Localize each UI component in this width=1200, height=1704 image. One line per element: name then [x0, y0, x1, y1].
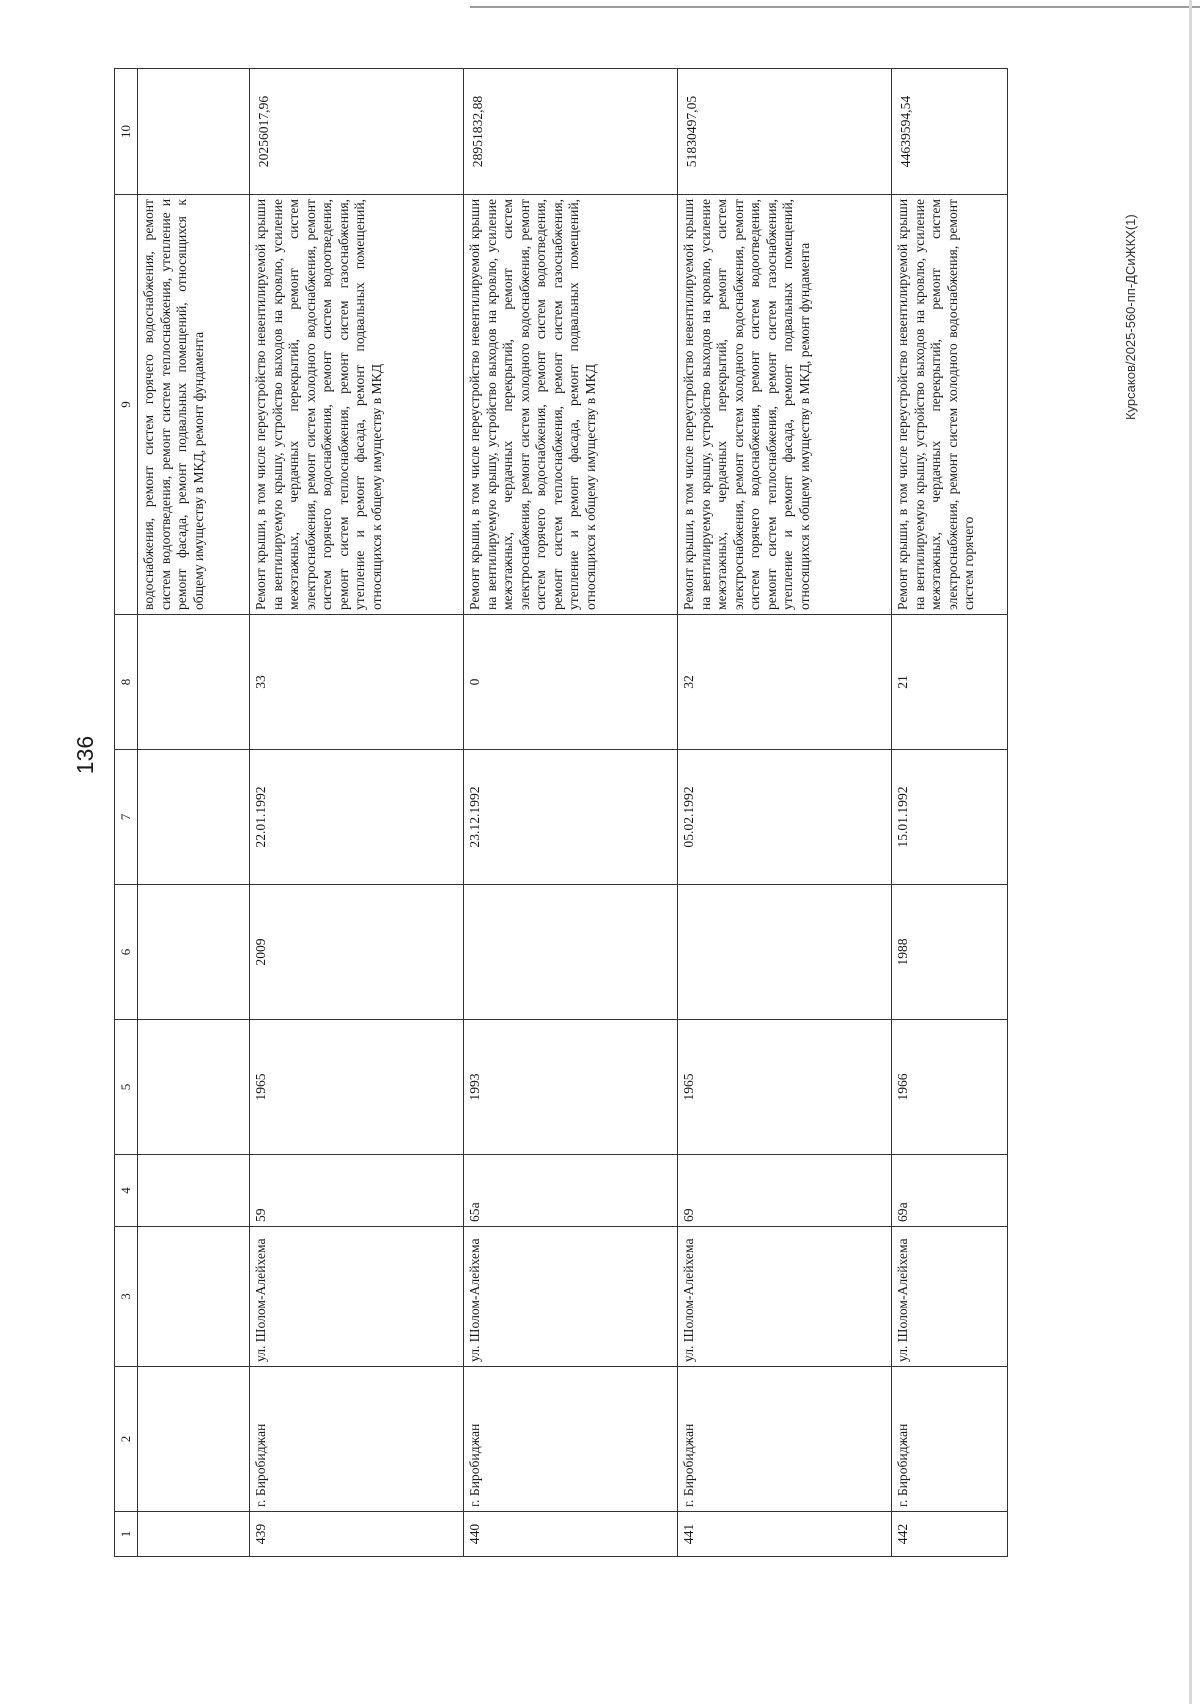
- house-cell: 65а: [464, 1155, 678, 1227]
- column-number: 8: [115, 615, 138, 750]
- row-number: 442: [892, 1512, 1008, 1557]
- year-built-cell: 1993: [464, 1020, 678, 1155]
- amount-cell: 51830497,05: [678, 69, 892, 195]
- street-cell: ул. Шолом-Алейхема: [464, 1227, 678, 1367]
- table-row: [250, 69, 464, 1557]
- register-table: [114, 68, 1008, 1557]
- work-description: водоснабжения, ремонт систем горячего водоснабжения, ремонт систем водоотведения, ремонт систем теплоснабжения, утепление и ремонт фасада, ремонт подвальных помещений, относящихся к общему имуществу в МКД, ремонт фундамента: [138, 195, 250, 615]
- street-cell: ул. Шолом-Алейхема: [892, 1227, 1008, 1367]
- register-table-container: [114, 69, 1004, 1557]
- street-cell: ул. Шолом-Алейхема: [678, 1227, 892, 1367]
- continuation-row: [138, 69, 250, 1557]
- year-built-cell: 1965: [678, 1020, 892, 1155]
- column-number: 4: [115, 1155, 138, 1227]
- amount-cell: 28951832,88: [464, 69, 678, 195]
- column-number: 10: [115, 69, 138, 195]
- table-row: [678, 69, 892, 1557]
- col8-cell: 32: [678, 615, 892, 750]
- year-built-cell: 1965: [250, 1020, 464, 1155]
- col6-cell: 2009: [250, 885, 464, 1020]
- column-number: 9: [115, 195, 138, 615]
- column-number: 6: [115, 885, 138, 1020]
- amount-cell: 20256017,96: [250, 69, 464, 195]
- col8-cell: 21: [892, 615, 1008, 750]
- col6-cell: 1988: [892, 885, 1008, 1020]
- house-cell: 59: [250, 1155, 464, 1227]
- row-number: 439: [250, 1512, 464, 1557]
- amount-cell: 44639594,54: [892, 69, 1008, 195]
- street-cell: ул. Шолом-Алейхема: [250, 1227, 464, 1367]
- city-cell: г. Биробиджан: [250, 1367, 464, 1512]
- work-description: Ремонт крыши, в том числе переустройство невентилируемой крыши на вентилируемую крышу, устройство выходов на кровлю, усиление межэтажных, чердачных перекрытий, ремонт систем электроснабжения, ремонт систем холодного водоснабжения, ремонт систем горячего водоснабжения, ремонт систем водоотведения, ремонт систем теплоснабжения, ремонт систем газоснабжения, утепление и ремонт фасада, ремонт подвальных помещений, относящихся к общему имуществу в МКД, ремонт фундамента: [678, 195, 892, 615]
- date-cell: 15.01.1992: [892, 750, 1008, 885]
- date-cell: 22.01.1992: [250, 750, 464, 885]
- col6-cell: [678, 885, 892, 1020]
- scan-edge-top: [470, 6, 1200, 8]
- house-cell: 69а: [892, 1155, 1008, 1227]
- column-number: 3: [115, 1227, 138, 1367]
- column-number: 2: [115, 1367, 138, 1512]
- document-reference: Курсаков/2025-560-пп-ДСиЖКХ(1): [1123, 214, 1138, 420]
- column-number-row: [115, 69, 138, 1557]
- work-description: Ремонт крыши, в том числе переустройство невентилируемой крыши на вентилируемую крышу, устройство выходов на кровлю, усиление межэтажных, чердачных перекрытий, ремонт систем электроснабжения, ремонт систем холодного водоснабжения, ремонт систем горячего водоснабжения, ремонт систем водоотведения, ремонт систем теплоснабжения, ремонт систем газоснабжения, утепление и ремонт фасада, ремонт подвальных помещений, относящихся к общему имуществу в МКД: [250, 195, 464, 615]
- city-cell: г. Биробиджан: [892, 1367, 1008, 1512]
- col8-cell: 0: [464, 615, 678, 750]
- page-number: 136: [72, 735, 98, 775]
- year-built-cell: 1966: [892, 1020, 1008, 1155]
- column-number: 7: [115, 750, 138, 885]
- col8-cell: 33: [250, 615, 464, 750]
- table-row: [892, 69, 1008, 1557]
- city-cell: г. Биробиджан: [464, 1367, 678, 1512]
- row-number: 440: [464, 1512, 678, 1557]
- row-number: 441: [678, 1512, 892, 1557]
- work-description: Ремонт крыши, в том числе переустройство невентилируемой крыши на вентилируемую крышу, устройство выходов на кровлю, усиление межэтажных, чердачных перекрытий, ремонт систем электроснабжения, ремонт систем холодного водоснабжения, ремонт систем горячего водоснабжения, ремонт систем водоотведения, ремонт систем теплоснабжения, ремонт систем газоснабжения, утепление и ремонт фасада, ремонт подвальных помещений, относящихся к общему имуществу в МКД: [464, 195, 678, 615]
- house-cell: 69: [678, 1155, 892, 1227]
- date-cell: 23.12.1992: [464, 750, 678, 885]
- work-description: Ремонт крыши, в том числе переустройство невентилируемой крыши на вентилируемую крышу, устройство выходов на кровлю, усиление межэтажных, чердачных перекрытий, ремонт систем электроснабжения, ремонт систем холодного водоснабжения, ремонт систем горячего: [892, 195, 1008, 615]
- city-cell: г. Биробиджан: [678, 1367, 892, 1512]
- table-row: [464, 69, 678, 1557]
- col6-cell: [464, 885, 678, 1020]
- scan-edge-right: [1189, 0, 1192, 1704]
- date-cell: 05.02.1992: [678, 750, 892, 885]
- column-number: 5: [115, 1020, 138, 1155]
- column-number: 1: [115, 1512, 138, 1557]
